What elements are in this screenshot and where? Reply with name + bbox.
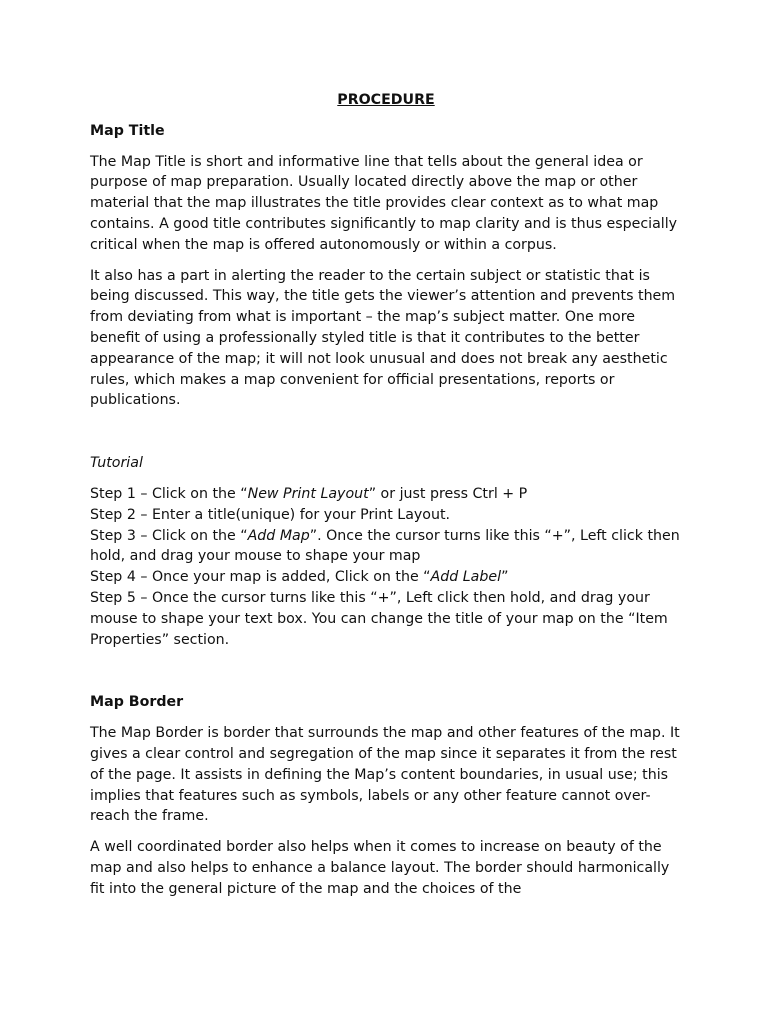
tutorial-step	[90, 588, 682, 650]
step-emphasis: Add Map	[247, 527, 310, 544]
tutorial-steps	[90, 484, 682, 650]
tutorial-step	[90, 484, 682, 505]
section-heading-map-border: Map Border	[90, 694, 184, 711]
tutorial-step	[90, 526, 682, 568]
tutorial-step	[90, 567, 682, 588]
step-text: Step 4 – Once your map is added, Click on the “	[90, 569, 431, 586]
paragraph: It also has a part in alerting the reader to the certain subject or statistic that is being discussed. This way, the title gets the viewer’s attention and prevents them from deviating from what is important – the map’s subject matter. One more benefit of using a professionally styled title is that it contributes to the better appearance of the map; it will not look unusual and does not break any aesthetic rules, which makes a map convenient for official presentations, reports or publications.	[90, 267, 676, 409]
document-page	[90, 90, 682, 910]
step-emphasis: New Print Layout	[247, 485, 369, 502]
step-text: ”	[501, 569, 509, 586]
section-heading-map-title: Map Title	[90, 122, 165, 139]
step-text: Step 3 – Click on the “	[90, 527, 248, 544]
step-text: Step 5 – Once the cursor turns like this “+”, Left click then hold, and drag your mouse to shape your text box. You can change the title of your map on the “Item Properties” section.	[90, 589, 668, 648]
step-text: ” or just press Ctrl + P	[368, 485, 528, 502]
step-text: ”. Once the cursor turns like this “+”, Left click then hold, and drag your mouse to shape your map	[90, 527, 680, 565]
tutorial-label: Tutorial	[90, 455, 143, 472]
step-text: Step 2 – Enter a title(unique) for your Print Layout.	[90, 506, 451, 523]
step-emphasis: Add Label	[430, 569, 502, 586]
document-title: PROCEDURE	[337, 92, 435, 108]
paragraph: The Map Border is border that surrounds the map and other features of the map. It gives a clear control and segregation of the map since it separates it from the rest of the page. It assists in defining the Map’s content boundaries, in usual use; this implies that features such as symbols, labels or any other feature cannot over-reach the frame.	[90, 725, 680, 825]
tutorial-step	[90, 505, 682, 526]
step-text: Step 1 – Click on the “	[90, 485, 248, 502]
paragraph: The Map Title is short and informative line that tells about the general idea or purpose of map preparation. Usually located directly above the map or other material that the map illustrates the title provides clear context as to what map contains. A good title contributes significantly to map clarity and is thus especially critical when the map is offered autonomously or within a corpus.	[90, 153, 678, 253]
paragraph: A well coordinated border also helps when it comes to increase on beauty of the map and also helps to enhance a balance layout. The border should harmonically fit into the general picture of the map and the choices of the	[90, 839, 670, 897]
